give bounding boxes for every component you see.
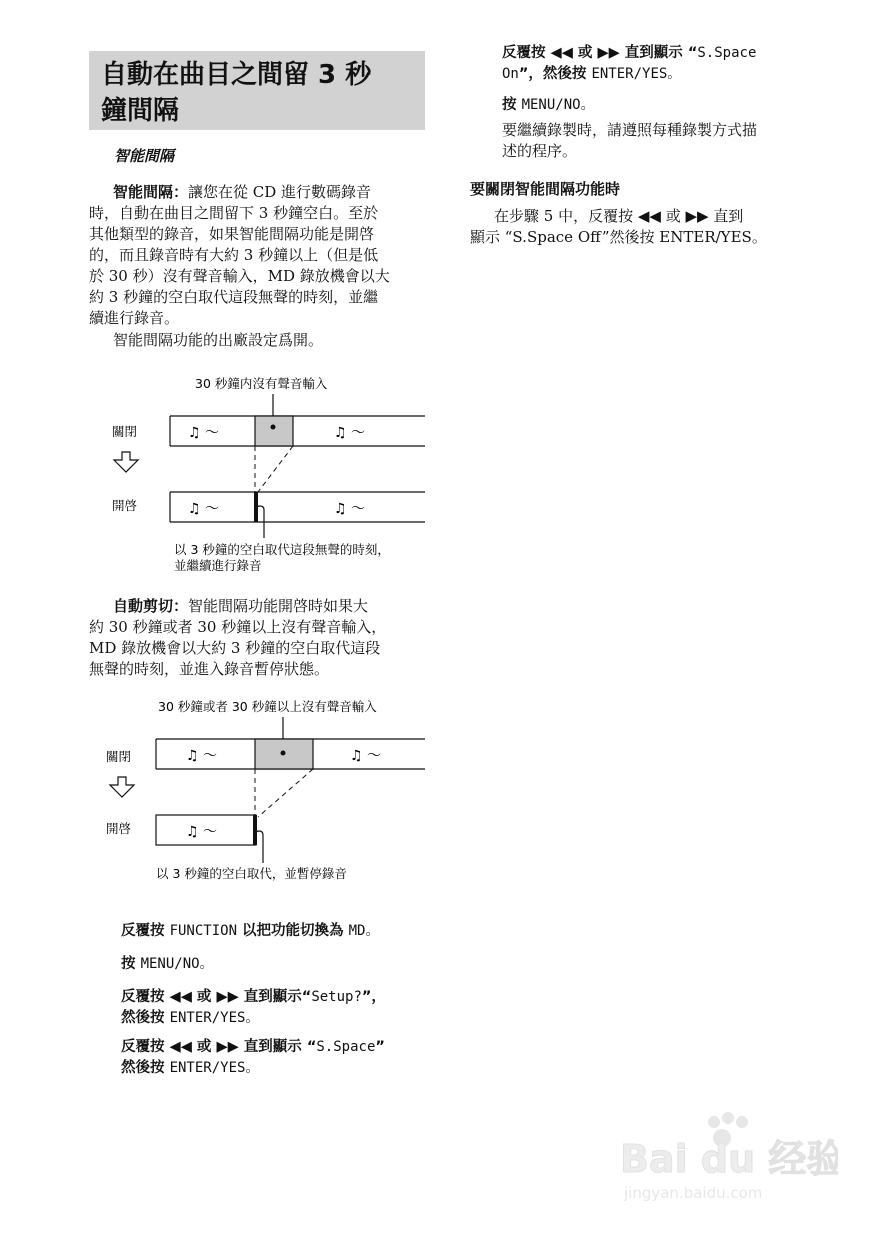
para1-line: 時，自動在曲目之間留下 3 秒鐘空白。至於 [89, 204, 379, 222]
para1-lead: 智能間隔： [113, 183, 189, 201]
para1-line: 的，而且錄音時有大約 3 秒鐘以上（但是低 [89, 246, 379, 264]
section-title-line1: 自動在曲目之間留 3 秒 [101, 60, 372, 90]
diagram1-gap-dot [271, 425, 276, 430]
step-6-note-line: 要繼續錄製時，請遵照每種錄製方式描 [502, 121, 758, 139]
step-5: 反覆按 ◀◀ 或 ▶▶ 直到顯示 “S.Space On”，然後按 ENTER/YES。 [502, 45, 757, 82]
diagram2-caption-bottom: 以 3 秒鐘的空白取代，並暫停錄音 [156, 866, 347, 881]
para3-line: 無聲的時刻，並進入錄音暫停狀態。 [89, 660, 330, 678]
diagram1-silent-gap [255, 416, 293, 446]
diagram2-music-3: ♫ ～ [186, 824, 218, 840]
baidu-paw-logo [618, 1110, 838, 1205]
subtitle: 智能間隔 [114, 147, 175, 165]
para2: 智能間隔功能的出廠設定爲開。 [113, 331, 324, 349]
step-4: 反覆按 ◀◀ 或 ▶▶ 直到顯示 “S.Space” 然後按 ENTER/YES。 [121, 1039, 385, 1076]
step-2: 按 MENU/NO。 [121, 956, 214, 972]
diagram-smart-space [100, 370, 430, 580]
diagram1-caption-bottom-1: 以 3 秒鐘的空白取代這段無聲的時刻， [174, 542, 390, 557]
diagram2-label-off: 關閉 [106, 749, 132, 764]
step-3: 反覆按 ◀◀ 或 ▶▶ 直到顯示“Setup?”， 然後按 ENTER/YES。 [121, 989, 386, 1026]
off-section-heading: 要關閉智能間隔功能時 [470, 180, 621, 198]
diagram1-music-2: ♫ ～ [334, 425, 366, 441]
step-6-note-line: 述的程序。 [502, 142, 578, 160]
down-arrow-icon [114, 452, 138, 472]
para1-line: 於 30 秒）沒有聲音輸入，MD 錄放機會以大 [89, 267, 390, 285]
off-section-line: 顯示 “S.Space Off”然後按 ENTER/YES。 [470, 228, 767, 246]
diagram-auto-cut [100, 695, 430, 890]
off-section-body [470, 206, 830, 248]
diagram1-caption-bottom-2: 並繼續進行錄音 [174, 558, 262, 573]
paragraph-auto-cut [89, 596, 429, 680]
diagram1-music-1: ♫ ～ [188, 425, 220, 441]
watermark-brand: Bai du 经验 [620, 1137, 838, 1181]
diagram2-caption-top: 30 秒鐘或者 30 秒鐘以上沒有聲音輸入 [158, 699, 377, 714]
diagram1-caption-top: 30 秒鐘内沒有聲音輸入 [195, 376, 328, 391]
diagram2-music-2: ♫ ～ [350, 748, 382, 764]
diagram1-dash-right [258, 446, 293, 492]
diagram1-music-4: ♫ ～ [334, 501, 366, 517]
section-title-line2: 鐘間隔 [101, 96, 180, 126]
watermark-url: jingyan.baidu.com [624, 1184, 763, 1202]
para1-line: 續進行錄音。 [89, 309, 180, 327]
step-6: 按 MENU/NO。 [502, 97, 595, 113]
section-title-box [89, 51, 425, 130]
para1-line: 約 3 秒鐘的空白取代這段無聲的時刻，並繼 [89, 288, 379, 306]
diagram1-music-3: ♫ ～ [188, 501, 220, 517]
diagram2-dash-right [258, 769, 313, 817]
para1-line: 其他類型的錄音，如果智能間隔功能是開啓 [89, 225, 375, 243]
step-1: 反覆按 FUNCTION 以把功能切換為 MD。 [121, 923, 380, 939]
off-section-line: 在步驟 5 中，反覆按 ◀◀ 或 ▶▶ 直到 [494, 207, 744, 225]
para3-lead: 自動剪切： [113, 597, 189, 615]
para3-line: 智能間隔功能開啓時如果大 [188, 597, 369, 615]
down-arrow-icon [110, 777, 134, 797]
step-6-note [502, 120, 822, 162]
diagram2-music-1: ♫ ～ [186, 748, 218, 764]
para3-line: MD 錄放機會以大約 3 秒鐘的空白取代這段 [89, 639, 381, 657]
diagram1-label-on: 開啓 [112, 498, 138, 513]
diagram2-label-on: 開啓 [106, 821, 132, 836]
para1-line: 讓您在從 CD 進行數碼錄音 [188, 183, 372, 201]
paragraph-smart-space [89, 182, 429, 351]
para3-line: 約 30 秒鐘或者 30 秒鐘以上沒有聲音輸入， [89, 618, 387, 636]
watermark [618, 1110, 838, 1205]
diagram1-label-off: 關閉 [112, 424, 138, 439]
diagram2-gap-dot [281, 751, 286, 756]
